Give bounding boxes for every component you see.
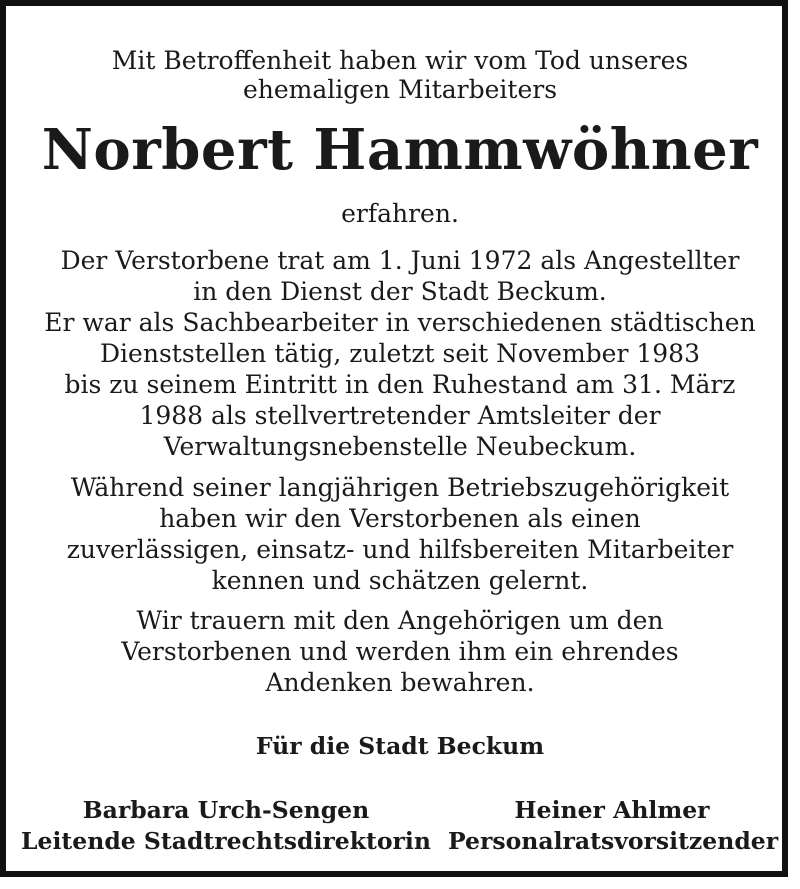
career-line-5: bis zu seinem Eintritt in den Ruhestand am 31. März — [64, 370, 736, 399]
erfahren-line: erfahren. — [341, 199, 459, 228]
appreciation-line-1: Während seiner langjährigen Betriebszugehörigkeit — [70, 473, 730, 502]
career-line-7: Verwaltungsnebenstelle Neubeckum. — [163, 432, 637, 461]
career-line-6: 1988 als stellvertretender Amtsleiter der — [139, 401, 661, 430]
mourning-line-3: Andenken bewahren. — [265, 668, 535, 697]
signatory-1-name: Barbara Urch-Sengen — [82, 796, 370, 824]
intro-line-1: Mit Betroffenheit haben wir vom Tod unseres — [111, 46, 689, 75]
signatory-2-name: Heiner Ahlmer — [514, 796, 710, 824]
career-line-4: Dienststellen tätig, zuletzt seit November 1983 — [100, 339, 700, 368]
mourning-line-1: Wir trauern mit den Angehörigen um den — [136, 606, 664, 635]
signatory-2-title: Personalratsvorsitzender — [448, 827, 779, 855]
intro-line-2: ehemaligen Mitarbeiters — [242, 75, 558, 104]
career-line-2: in den Dienst der Stadt Beckum. — [193, 277, 607, 306]
mourning-line-2: Verstorbenen und werden ihm ein ehrendes — [121, 637, 679, 666]
appreciation-line-4: kennen und schätzen gelernt. — [211, 566, 589, 595]
career-line-3: Er war als Sachbearbeiter in verschiedenen städtischen — [44, 308, 756, 337]
signatory-1-title: Leitende Stadtrechtsdirektorin — [21, 827, 431, 855]
deceased-name: Norbert Hammwöhner — [41, 117, 759, 183]
organization-line: Für die Stadt Beckum — [255, 732, 545, 760]
appreciation-line-3: zuverlässigen, einsatz- und hilfsbereiten Mitarbeiter — [66, 535, 734, 564]
career-line-1: Der Verstorbene trat am 1. Juni 1972 als Angestellter — [60, 246, 740, 275]
appreciation-line-2: haben wir den Verstorbenen als einen — [159, 504, 641, 533]
